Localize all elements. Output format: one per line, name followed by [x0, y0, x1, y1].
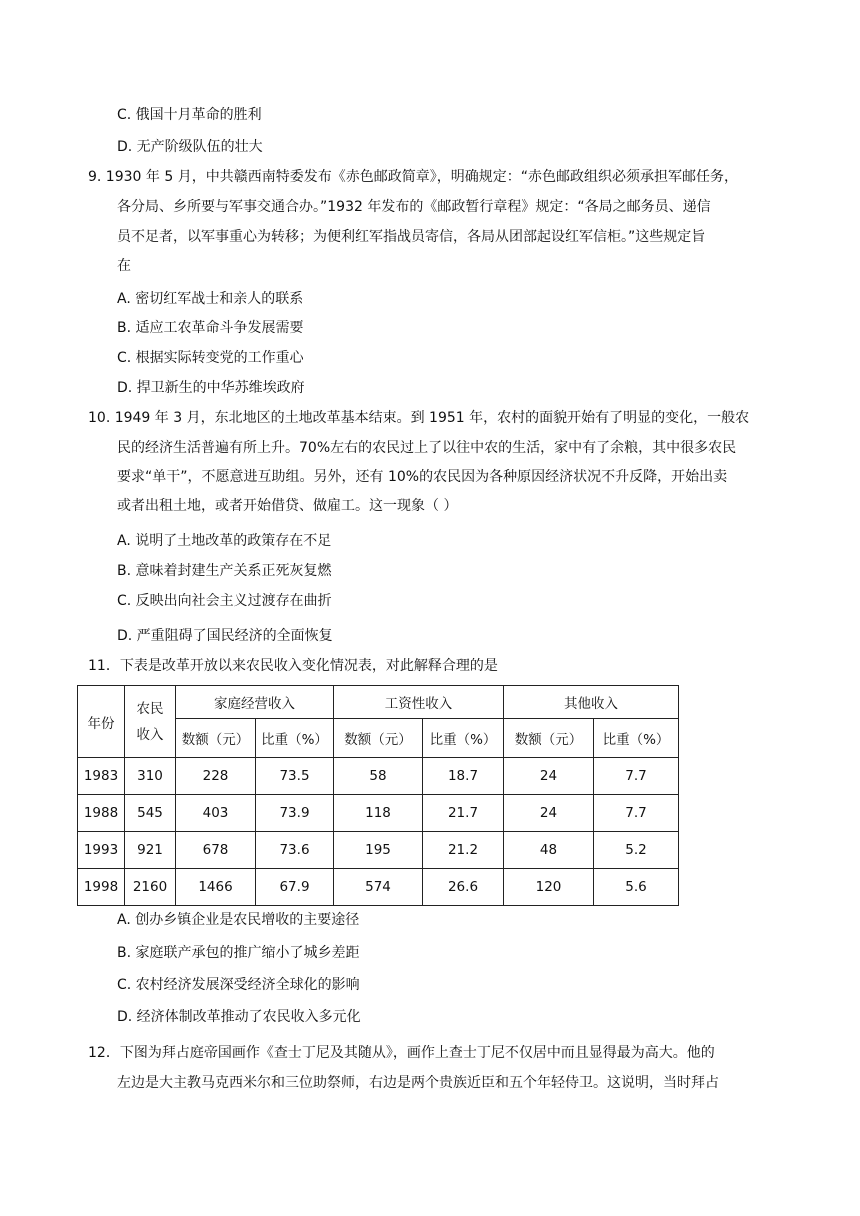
table-row: [78, 832, 679, 869]
cell: 195: [334, 832, 423, 869]
header-amount: 数额（元）: [176, 719, 256, 758]
q9-option-d: D. 捍卫新生的中华苏维埃政府: [117, 380, 305, 396]
header-family-business: 家庭经营收入: [176, 686, 334, 719]
cell: 118: [334, 795, 423, 832]
q12-stem-line-2: 左边是大主教马克西米尔和三位助祭师，右边是两个贵族近臣和五个年轻侍卫。这说明，当时拜占: [117, 1075, 719, 1091]
table-header-row: [78, 686, 679, 719]
table-row: [78, 795, 679, 832]
header-share: 比重（%）: [256, 719, 334, 758]
cell: 1983: [78, 758, 125, 795]
cell: 21.2: [423, 832, 504, 869]
q9-option-b: B. 适应工农革命斗争发展需要: [117, 320, 304, 336]
cell: 310: [125, 758, 176, 795]
cell: 1993: [78, 832, 125, 869]
header-income: 农民 收入: [125, 686, 176, 758]
q10-option-d: D. 严重阻碍了国民经济的全面恢复: [117, 628, 333, 644]
q11-stem: 11．下表是改革开放以来农民收入变化情况表，对此解释合理的是: [88, 658, 498, 674]
q10-stem-line-2: 民的经济生活普遍有所上升。70%左右的农民过上了以往中农的生活，家中有了余粮，其中很多农民: [117, 440, 737, 456]
cell: 5.2: [594, 832, 679, 869]
header-other: 其他收入: [504, 686, 679, 719]
header-wage: 工资性收入: [334, 686, 504, 719]
q11-option-b: B. 家庭联产承包的推广缩小了城乡差距: [117, 945, 360, 961]
cell: 228: [176, 758, 256, 795]
header-share: 比重（%）: [594, 719, 679, 758]
cell: 5.6: [594, 869, 679, 906]
q12-stem-line-1: 12．下图为拜占庭帝国画作《查士丁尼及其随从》，画作上查士丁尼不仅居中而且显得最为高大。他的: [88, 1045, 715, 1061]
q10-option-a: A. 说明了土地改革的政策存在不足: [117, 533, 332, 549]
table-row: [78, 758, 679, 795]
table-row: [78, 869, 679, 906]
cell: 24: [504, 795, 594, 832]
q9-stem-line-3: 员不足者，以军事重心为转移；为便利红军指战员寄信，各局从团部起设红军信柜。”这些规定旨: [117, 229, 706, 245]
header-amount: 数额（元）: [334, 719, 423, 758]
cell: 7.7: [594, 795, 679, 832]
q9-stem-line-2: 各分局、乡所要与军事交通合办。”1932 年发布的《邮政暂行章程》规定：“各局之邮务员、递信: [117, 199, 711, 215]
cell: 73.9: [256, 795, 334, 832]
q10-option-b: B. 意味着封建生产关系正死灰复燃: [117, 563, 332, 579]
cell: 48: [504, 832, 594, 869]
q11-option-a: A. 创办乡镇企业是农民增收的主要途径: [117, 912, 360, 928]
cell: 2160: [125, 869, 176, 906]
cell: 403: [176, 795, 256, 832]
cell: 1466: [176, 869, 256, 906]
q9-stem-line-1: 9. 1930 年 5 月，中共赣西南特委发布《赤色邮政简章》，明确规定：“赤色邮政组织必须承担军邮任务，: [88, 169, 738, 185]
q10-stem-line-4: 或者出租土地，或者开始借贷、做雇工。这一现象（ ）: [117, 498, 458, 514]
cell: 73.6: [256, 832, 334, 869]
q9-option-a: A. 密切红军战士和亲人的联系: [117, 291, 304, 307]
cell: 120: [504, 869, 594, 906]
q8-option-c: C. 俄国十月革命的胜利: [117, 107, 262, 123]
q11-option-c: C. 农村经济发展深受经济全球化的影响: [117, 977, 360, 993]
q9-stem-line-4: 在: [117, 258, 131, 274]
header-share: 比重（%）: [423, 719, 504, 758]
cell: 921: [125, 832, 176, 869]
cell: 67.9: [256, 869, 334, 906]
income-table: [77, 685, 679, 906]
cell: 7.7: [594, 758, 679, 795]
cell: 73.5: [256, 758, 334, 795]
cell: 1998: [78, 869, 125, 906]
cell: 18.7: [423, 758, 504, 795]
cell: 545: [125, 795, 176, 832]
q11-option-d: D. 经济体制改革推动了农民收入多元化: [117, 1009, 361, 1025]
q8-option-d: D. 无产阶级队伍的壮大: [117, 139, 263, 155]
q10-stem-line-3: 要求“单干”，不愿意进互助组。另外，还有 10%的农民因为各种原因经济状况不升反降，开始出卖: [117, 469, 728, 485]
cell: 574: [334, 869, 423, 906]
cell: 26.6: [423, 869, 504, 906]
cell: 24: [504, 758, 594, 795]
cell: 58: [334, 758, 423, 795]
header-year: 年份: [78, 686, 125, 758]
q10-stem-line-1: 10. 1949 年 3 月，东北地区的土地改革基本结束。到 1951 年，农村的面貌开始有了明显的变化，一般农: [88, 410, 750, 426]
q9-option-c: C. 根据实际转变党的工作重心: [117, 350, 304, 366]
cell: 678: [176, 832, 256, 869]
cell: 1988: [78, 795, 125, 832]
header-amount: 数额（元）: [504, 719, 594, 758]
cell: 21.7: [423, 795, 504, 832]
q10-option-c: C. 反映出向社会主义过渡存在曲折: [117, 593, 332, 609]
